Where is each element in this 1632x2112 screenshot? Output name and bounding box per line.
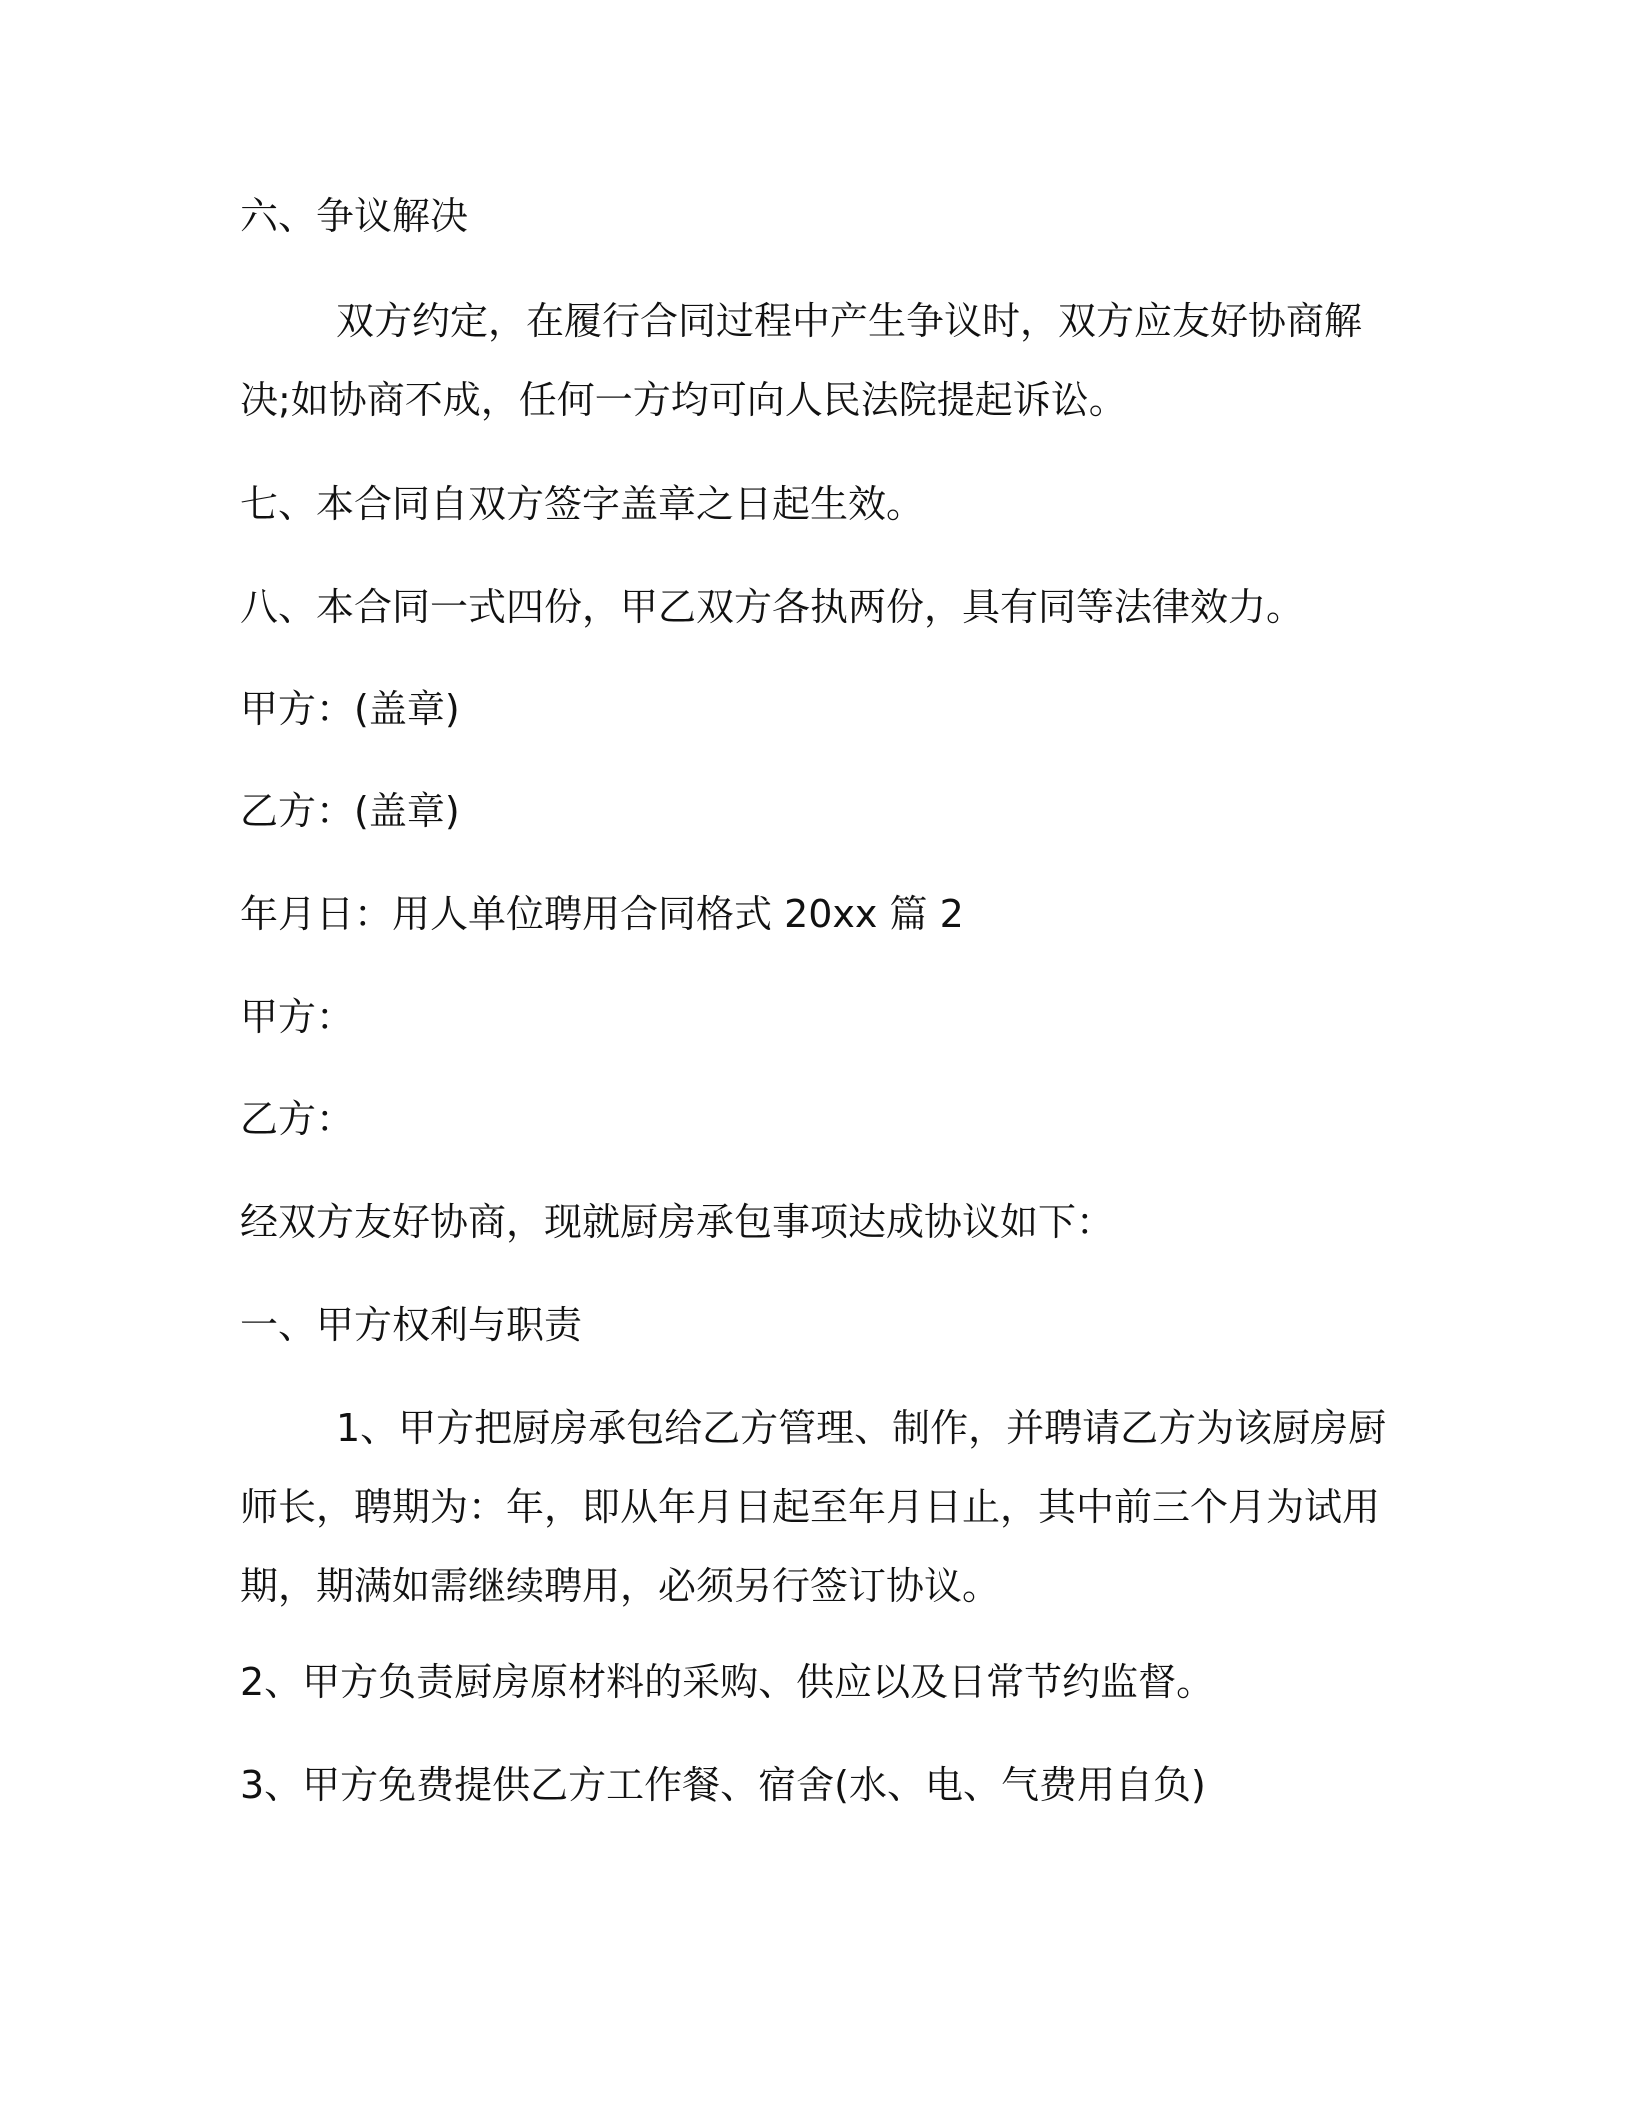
clause-2-procurement: 2、甲方负责厨房原材料的采购、供应以及日常节约监督。 bbox=[240, 1660, 1215, 1704]
paragraph-effective-clause: 七、本合同自双方签字盖章之日起生效。 bbox=[240, 482, 925, 526]
date-and-title-line: 年月日：用人单位聘用合同格式 20xx 篇 2 bbox=[240, 892, 964, 936]
agreement-intro: 经双方友好协商，现就厨房承包事项达成协议如下： bbox=[240, 1200, 1115, 1244]
section-heading-dispute: 六、争议解决 bbox=[240, 194, 469, 238]
party-b-line: 乙方： bbox=[240, 1097, 355, 1141]
paragraph-copies-clause: 八、本合同一式四份，甲乙双方各执两份，具有同等法律效力。 bbox=[240, 585, 1305, 629]
clause-1-employment-term: 1、甲方把厨房承包给乙方管理、制作，并聘请乙方为该厨房厨师长，聘期为：年，即从年月日起至年月日止，其中前三个月为试用期，期满如需继续聘用，必须另行签订协议。 bbox=[240, 1406, 1387, 1608]
paragraph-dispute-resolution: 双方约定，在履行合同过程中产生争议时，双方应友好协商解决;如协商不成，任何一方均可向人民法院提起诉讼。 bbox=[240, 299, 1363, 422]
party-b-seal-line: 乙方：(盖章) bbox=[240, 789, 460, 833]
clause-3-meals-dorm: 3、甲方免费提供乙方工作餐、宿舍(水、电、气费用自负) bbox=[240, 1763, 1206, 1807]
section-heading-party-a-rights: 一、甲方权利与职责 bbox=[240, 1303, 583, 1347]
party-a-line: 甲方： bbox=[240, 995, 355, 1039]
party-a-seal-line: 甲方：(盖章) bbox=[240, 687, 460, 731]
